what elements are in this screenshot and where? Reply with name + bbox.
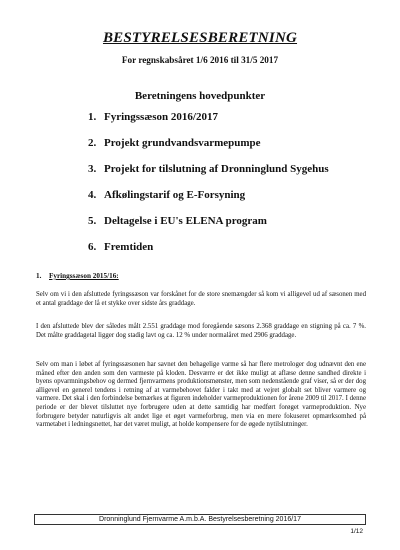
toc-item bbox=[88, 111, 218, 123]
body-paragraph: Selv om man i løbet af fyringssæsonen har savnet den behagelige varme så har flere metrologer dog udnævnt den ene måned efter den anden som den varmeste på kloden. Desværre er det ikke muligt at aflæse denne sandhed direkte i byens opvarmningsbehov og dermed fjernvarmens produktionsmønster, men som nedenstående graf viser, så er der dog alligevel en generel tendens i retning af at varmebehovet falder i takt med at vejret globalt set bliver varmere og varmere. Det skal i den forbindelse bemærkes at figuren indeholder varmeproduktionen for årene 2009 til 2017. I denne periode er der blevet tilsluttet nye forbrugere uden at dette samtidig har medført forøget varmeproduktion. Nye forbrugere betyder naturligvis alt andet lige et øget varmeforbrug, men via en mere fokuseret opmærksomhed på varmetabet i ledningsnettet, har det været muligt, at holde kompensere for de øgede nytilslutninger. bbox=[36, 361, 366, 429]
toc-item bbox=[88, 163, 329, 175]
toc-item-label: Afkølingstarif og E-Forsyning bbox=[104, 189, 246, 201]
toc-item bbox=[88, 241, 153, 253]
toc-item-label: Projekt for tilslutning af Dronninglund Sygehus bbox=[104, 163, 329, 175]
toc-item-label: Projekt grundvandsvarmepumpe bbox=[104, 137, 261, 149]
section-number: 1. bbox=[36, 272, 42, 280]
page-number: 1/12 bbox=[350, 528, 363, 535]
toc-item-label: Fyringssæson 2016/2017 bbox=[104, 111, 218, 123]
toc-item bbox=[88, 189, 245, 201]
toc-item-label: Fremtiden bbox=[104, 241, 154, 253]
toc-heading: Beretningens hovedpunkter bbox=[134, 90, 266, 102]
document-title: BESTYRELSESBERETNING bbox=[102, 30, 298, 46]
body-paragraph: I den afsluttede blev der således målt 2.551 graddage mod foregående sæsons 2.368 graddage en stigning på ca. 7 %. Det målte graddagetal ligger dog stadig lavt og ca. 12 % under normalåret med 2906 graddage. bbox=[36, 323, 366, 339]
toc-item-label: Deltagelse i EU's ELENA program bbox=[104, 215, 267, 227]
toc-item-number: 3. bbox=[88, 163, 97, 175]
toc-item bbox=[88, 137, 261, 149]
section-title: Fyringssæson 2015/16: bbox=[49, 272, 119, 280]
body-paragraph: Selv om vi i den afsluttede fyringssæson var forskånet for de store snemængder så kom vi alligevel ud af sæsonen med et antal graddage der lå et stykke over sidste års graddage. bbox=[36, 291, 366, 307]
toc-item bbox=[88, 215, 267, 227]
page-footer: Dronninglund Fjernvarme A.m.b.A. Bestyrelsesberetning 2016/17 bbox=[34, 514, 366, 525]
toc-item-number: 6. bbox=[88, 241, 97, 253]
toc-item-number: 5. bbox=[88, 215, 97, 227]
toc-item-number: 2. bbox=[88, 137, 97, 149]
toc-item-number: 1. bbox=[88, 111, 97, 123]
section-heading bbox=[36, 272, 119, 280]
document-subtitle: For regnskabsåret 1/6 2016 til 31/5 2017 bbox=[121, 55, 279, 65]
toc-item-number: 4. bbox=[88, 189, 97, 201]
